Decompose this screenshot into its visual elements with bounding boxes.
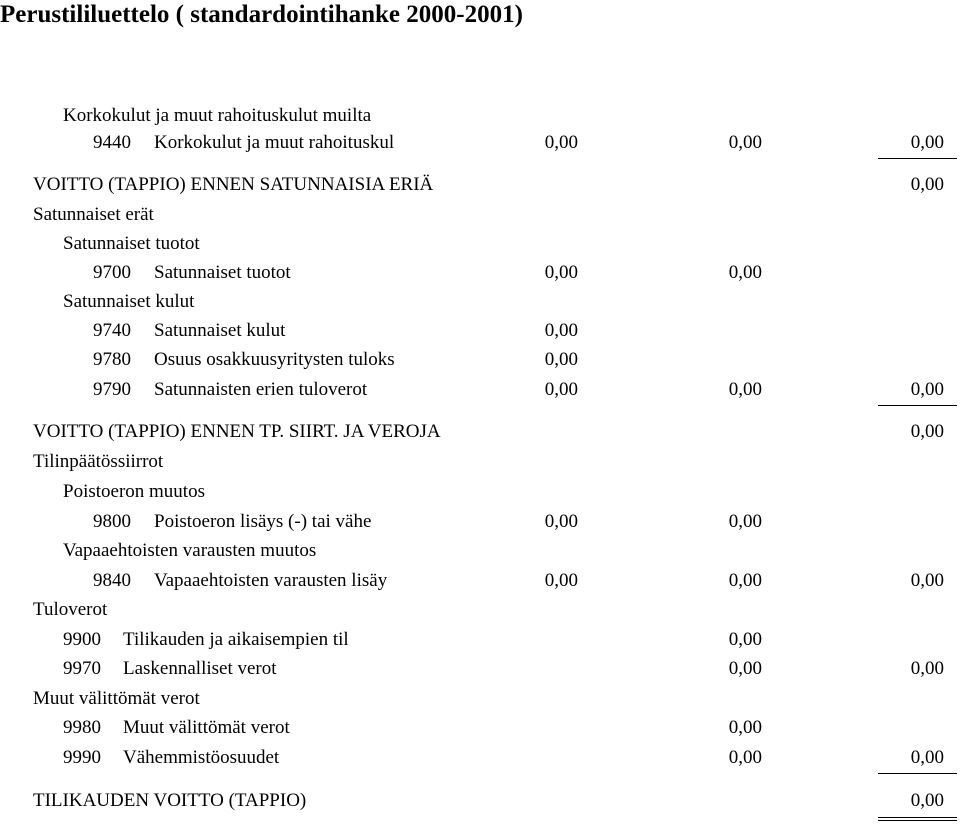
value-col-2: 0,00	[728, 747, 762, 768]
section-heading	[0, 203, 960, 227]
group-heading	[0, 539, 960, 563]
row-label: Korkokulut ja muut rahoituskulut muilta	[63, 105, 372, 126]
account-row	[0, 628, 960, 652]
value-col-2: 0,00	[728, 629, 762, 650]
group-heading	[0, 290, 960, 314]
value-col-1: 0,00	[544, 262, 578, 283]
account-code: 9440	[93, 132, 131, 153]
group-heading	[0, 480, 960, 504]
row-label: Muut välittömät verot	[33, 688, 200, 709]
total-double-underline	[878, 817, 957, 821]
value-col-2: 0,00	[728, 658, 762, 679]
account-code: 9740	[93, 320, 131, 341]
account-code: 9790	[93, 379, 131, 400]
value-col-1: 0,00	[544, 570, 578, 591]
value-col-3: 0,00	[910, 174, 944, 195]
value-col-1: 0,00	[544, 379, 578, 400]
subtotal-row	[0, 420, 960, 444]
account-name: Satunnaisten erien tuloverot	[154, 379, 368, 400]
value-col-2: 0,00	[728, 132, 762, 153]
account-code: 9800	[93, 511, 131, 532]
value-col-1: 0,00	[544, 349, 578, 370]
account-code: 9700	[93, 262, 131, 283]
value-col-1: 0,00	[544, 132, 578, 153]
row-label: VOITTO (TAPPIO) ENNEN TP. SIIRT. JA VEROJA	[33, 421, 441, 442]
value-col-2: 0,00	[728, 570, 762, 591]
value-col-3: 0,00	[910, 132, 944, 153]
value-col-3: 0,00	[910, 658, 944, 679]
account-name: Vapaaehtoisten varausten lisäy	[154, 570, 388, 591]
account-row	[0, 716, 960, 740]
value-col-2: 0,00	[728, 511, 762, 532]
row-label: Poistoeron muutos	[63, 481, 205, 502]
row-label: Satunnaiset kulut	[63, 291, 195, 312]
account-row	[0, 569, 960, 593]
account-row	[0, 510, 960, 534]
row-label: VOITTO (TAPPIO) ENNEN SATUNNAISIA ERIÄ	[33, 174, 434, 195]
value-col-3: 0,00	[910, 747, 944, 768]
value-col-1: 0,00	[544, 320, 578, 341]
account-row	[0, 319, 960, 343]
account-name: Poistoeron lisäys (-) tai vähe	[154, 511, 372, 532]
account-row	[0, 378, 960, 402]
account-code: 9980	[63, 717, 101, 738]
account-name: Tilikauden ja aikaisempien til	[123, 629, 349, 650]
subtotal-underline	[878, 158, 957, 159]
page-title: Perustililuettelo ( standardointihanke 2000-2001)	[0, 1, 523, 28]
row-label: TILIKAUDEN VOITTO (TAPPIO)	[33, 790, 307, 811]
account-name: Muut välittömät verot	[123, 717, 290, 738]
account-name: Satunnaiset kulut	[154, 320, 286, 341]
value-col-3: 0,00	[910, 790, 944, 811]
account-row	[0, 261, 960, 285]
account-row	[0, 348, 960, 372]
account-code: 9840	[93, 570, 131, 591]
section-heading	[0, 598, 960, 622]
value-col-2: 0,00	[728, 379, 762, 400]
row-label: Tuloverot	[33, 599, 108, 620]
value-col-2: 0,00	[728, 262, 762, 283]
row-label: Tilinpäätössiirrot	[33, 451, 164, 472]
group-heading	[0, 232, 960, 256]
account-name: Osuus osakkuusyritysten tuloks	[154, 349, 395, 370]
section-heading	[0, 450, 960, 474]
account-row	[0, 746, 960, 770]
value-col-3: 0,00	[910, 379, 944, 400]
row-label: Satunnaiset erät	[33, 204, 154, 225]
value-col-3: 0,00	[910, 421, 944, 442]
account-code: 9780	[93, 349, 131, 370]
account-name: Laskennalliset verot	[123, 658, 277, 679]
value-col-1: 0,00	[544, 511, 578, 532]
section-heading	[0, 687, 960, 711]
account-name: Vähemmistöosuudet	[123, 747, 280, 768]
account-code: 9970	[63, 658, 101, 679]
value-col-2: 0,00	[728, 717, 762, 738]
value-col-3: 0,00	[910, 570, 944, 591]
total-row	[0, 789, 960, 813]
row-label: Vapaaehtoisten varausten muutos	[63, 540, 317, 561]
subtotal-underline	[878, 405, 957, 406]
subtotal-underline	[878, 773, 957, 774]
account-code: 9990	[63, 747, 101, 768]
account-row	[0, 131, 960, 155]
account-name: Korkokulut ja muut rahoituskul	[154, 132, 395, 153]
account-row	[0, 657, 960, 681]
group-heading	[0, 104, 960, 128]
subtotal-row	[0, 173, 960, 197]
row-label: Satunnaiset tuotot	[63, 233, 200, 254]
account-code: 9900	[63, 629, 101, 650]
account-name: Satunnaiset tuotot	[154, 262, 291, 283]
